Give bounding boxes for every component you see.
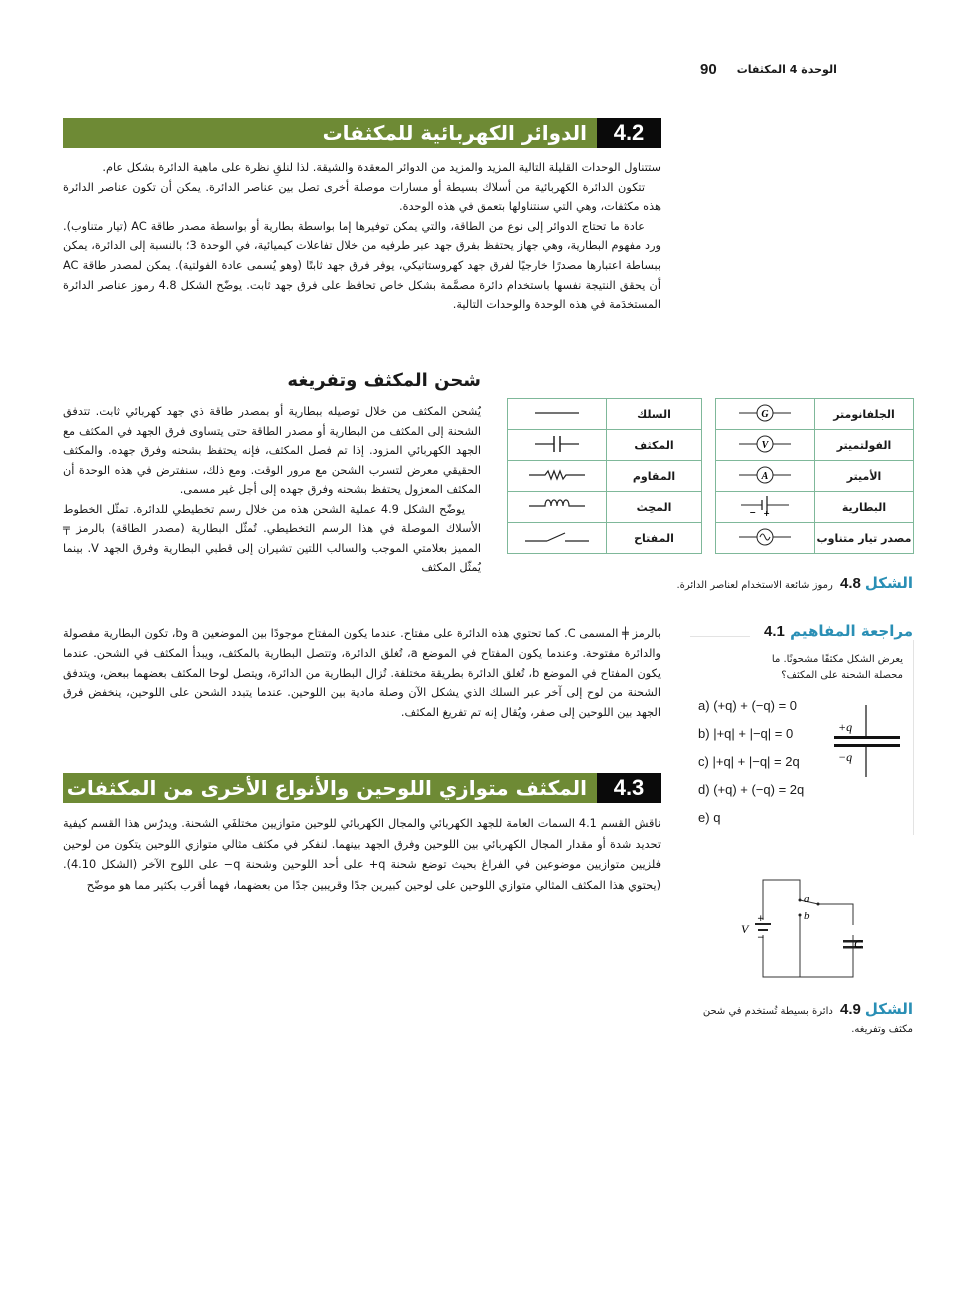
section-4-3-body: [63, 814, 661, 896]
svg-text:A: A: [761, 470, 769, 482]
svg-text:−: −: [749, 507, 756, 517]
symbol-label: الأميتر: [815, 461, 914, 492]
table-row: [508, 461, 702, 492]
option-c[interactable]: [698, 748, 818, 776]
table-row: [508, 430, 702, 461]
capacitor-label: C: [854, 937, 863, 951]
paragraph: ستتناول الوحدات القليلة التالية المزيد والمزيد من الدوائر المعقدة والشيقة. لذا لنلقِ نظرة على ماهية الدائرة بشكل عام.: [102, 161, 661, 174]
rc-circuit-diagram: [735, 875, 865, 983]
paragraph: بالرمز ╪ المسمى C. كما تحتوي هذه الدائرة على مفتاح. عندما يكون المفتاح موجودًا بين الموضعين a وb، تكون البطارية مفصولة والدائرة مفتوحة. وعندما يكون المفتاح في الموضع a، تُغلق الدائرة، وتتصل البطارية بالمكثف، ويبدأ المكثف في الشحن. عندما يكون المفتاح في الموضع b، تُغلق الدائرة بطريقة مختلفة. تُزال البطارية من الدائرة، ويتصل لوحا المكثف بعضهما ببعض، ويتدفق الشحنة من لوح إلى آخر عبر السلك الذي يشكل الآن وصلة مادية بين اللوحين. عندما يتبدد الشحن على اللوحين، ينخفض فرق الجهد بين اللوحين إلى صفر، ويُقال إنه تم تفريغ المكثف.: [63, 627, 662, 720]
paragraph: عادة ما تحتاج الدوائر إلى نوع من الطاقة، والتي يمكن توفيرها إما بواسطة بطارية أو بواسطة مصدر طاقة AC (تيار متناوب). ورد مفهوم البطارية، وهي جهاز يحتفظ بفرق جهد عبر طرفيه من خلال تفاعلات كيميائية، في الوحدة 3؛ بالنسبة إلى الدائرة، يمكن ببساطة اعتبارها مصدرًا خارجيًا لفرق جهد كهروستاتيكي، يوفر فرق جهد ثابتًا (وهو يُسمى عادة الفولتية). يمكن لمصدر طاقة AC أن يحقق النتيجة نفسها باستخدام دائرة مصمَّمة بشكل خاص تحافظ على فرق جهد ثابت. يوضّح الشكل 4.8 رموز عناصر الدائرة المستخدَمة في هذه الوحدة والوحدات التالية.: [63, 219, 661, 312]
symbol-label: المقاوم: [607, 461, 702, 492]
option-text: (+q) + (−q) = 0: [713, 698, 798, 713]
figure-number: 4.8: [839, 575, 861, 592]
ac-source-symbol-icon: [716, 523, 815, 554]
option-key: a): [698, 698, 710, 713]
concept-check-question: يعرض الشكل مكثفًا مشحونًا. ما محصلة الشحنة على المكثف؟: [771, 654, 903, 681]
symbol-label: مصدر تيار متناوب: [815, 523, 914, 554]
figure-label: الشكل: [864, 1000, 913, 1018]
section-4-2-banner: [63, 118, 661, 148]
galvanometer-symbol-icon: [716, 399, 815, 430]
table-row: [508, 399, 702, 430]
symbols-table-right: [715, 398, 914, 554]
minus-sign: −: [757, 933, 765, 943]
page-number: 90: [700, 60, 717, 78]
option-text: (+q) + (−q) = 2q: [713, 782, 805, 797]
paragraph: ناقش القسم 4.1 السمات العامة للجهد الكهربائي والمجال الكهربائي للوحين متوازيين مختلفَي الشحنة. ويدرُس هذا القسم كيفية تحديد شدة أو مقدار المجال الكهربائي بين اللوحين وفرق الجهد بينهما. لنفكر في مكثف مثالي متوازي اللوحين يتكون من لوحين فلزيين متوازيين موضوعين في الفراغ بحيث توضع شحنة q+ على أحد اللوحين وشحنة q− على اللوح الآخر (الشكل 4.10). (يحتوي هذا المكثف المثالي متوازي اللوحين على لوحين كبيرين جدًا وقريبين جدًا من بعضهما، فهما أقرب بكثير مما هو موضّح: [63, 817, 661, 892]
charged-capacitor-diagram: [832, 705, 907, 780]
option-text: |+q| + |−q| = 0: [713, 726, 794, 741]
table-row: [716, 430, 914, 461]
figure-4-8-caption: [600, 574, 913, 592]
switch-b-label: b: [804, 910, 810, 922]
figure-label: الشكل: [864, 574, 913, 592]
option-e[interactable]: [698, 804, 818, 832]
symbol-label: المفتاح: [607, 523, 702, 554]
voltmeter-symbol-icon: [716, 430, 815, 461]
option-key: c): [698, 754, 709, 769]
paragraph: يُشحن المكثف من خلال توصيله ببطارية أو بمصدر طاقة ذي جهد كهربائي ثابت. تتدفق الشحنة إلى المكثف من البطارية أو مصدر الطاقة حتى يتساوى فرق الجهد في المكثف مع الجهد الكهربائي المزود. إذا تم فصل المكثف، فإنه يحتفظ بشحنه وفرق جهده. والمكثف الحقيقي معرض لتسرب الشحن مع مرور الوقت. ومع ذلك، سنفترض في هذه الوحدة أن المكثف المعزول يحتفظ بشحنه وفرق جهده إلى أجل غير مسمى.: [63, 405, 481, 496]
option-key: d): [698, 782, 710, 797]
option-d[interactable]: [698, 776, 818, 804]
option-b[interactable]: [698, 720, 818, 748]
symbol-label: البطارية: [815, 492, 914, 523]
table-row: [716, 461, 914, 492]
option-a[interactable]: [698, 692, 818, 720]
table-row: [716, 399, 914, 430]
paragraph: تتكون الدائرة الكهربائية من أسلاك بسيطة أو مسارات موصلة أخرى تصل بين عناصر الدائرة. يمكن أن تكون عناصر الدائرة هذه مكثفات، وهي التي سنتناولها بتعمق في هذه الوحدة.: [63, 180, 661, 214]
svg-text:V: V: [761, 439, 769, 451]
voltage-label: V: [741, 922, 749, 936]
table-row: [508, 523, 702, 554]
figure-caption-text: دائرة بسيطة تُستخدم في شحن مكثف وتفريغه.: [702, 1006, 913, 1035]
section-number: 4.3: [597, 773, 661, 803]
switch-symbol-icon: [508, 523, 607, 554]
section-number: 4.2: [597, 118, 661, 148]
table-row: [508, 492, 702, 523]
ammeter-symbol-icon: [716, 461, 815, 492]
symbols-table-left: [507, 398, 702, 554]
figure-4-9-caption: [693, 1000, 913, 1039]
charging-body-wide: [63, 624, 661, 723]
paragraph: يوضّح الشكل 4.9 عملية الشحن هذه من خلال رسم تخطيطي للدائرة. تمثّل الخطوط الأسلاك الموصلة في هذا الرسم التخطيطي. تُمثّل البطارية (مصدر الطاقة) بالرمز ╤ المميز بعلامتي الموجب والسالب اللتين تشيران إلى قطبي البطارية وفرق الجهد V. بينما يُمثّل المكثف: [63, 502, 481, 574]
battery-symbol-icon: [716, 492, 815, 523]
svg-text:G: G: [761, 408, 769, 420]
resistor-symbol-icon: [508, 461, 607, 492]
option-text: |+q| + |−q| = 2q: [712, 754, 800, 769]
symbol-label: المكثف: [607, 430, 702, 461]
symbol-label: السلك: [607, 399, 702, 430]
page-header: [700, 58, 920, 80]
plus-sign: +: [757, 914, 765, 924]
section-4-2-body: [63, 158, 661, 315]
option-key: e): [698, 810, 710, 825]
section-title: الدوائر الكهربائية للمكثفات: [322, 121, 587, 145]
concept-check-title: [690, 622, 913, 640]
section-4-3-banner: [63, 773, 661, 803]
figure-caption-text: رموز شائعة الاستخدام لعناصر الدائرة.: [676, 580, 833, 591]
inductor-symbol-icon: [508, 492, 607, 523]
figure-number: 4.9: [839, 1001, 861, 1018]
capacitor-symbol-icon: [508, 430, 607, 461]
option-key: b): [698, 726, 710, 741]
plate-bottom-label: −q: [838, 750, 853, 764]
wire-symbol-icon: [508, 399, 607, 430]
table-row: [716, 523, 914, 554]
symbol-label: المحِث: [607, 492, 702, 523]
symbol-label: الجلفانومتر: [815, 399, 914, 430]
unit-label: الوحدة 4 المكثفات: [736, 62, 837, 76]
option-text: q: [713, 810, 721, 825]
concept-check-options: [698, 692, 818, 832]
table-row: [716, 492, 914, 523]
charging-body-narrow: [63, 402, 481, 578]
concept-check-number: 4.1: [764, 623, 785, 640]
switch-a-label: a: [804, 893, 810, 905]
plate-top-label: +q: [838, 720, 853, 734]
subsection-heading: شحن المكثف وتفريغه: [287, 370, 481, 391]
concept-check-label: مراجعة المفاهيم: [790, 622, 913, 640]
section-title: المكثف متوازي اللوحين والأنواع الأخرى من المكثفات: [66, 776, 587, 800]
divider: [913, 640, 914, 835]
symbol-label: الفولتميتر: [815, 430, 914, 461]
svg-text:+: +: [763, 508, 770, 517]
